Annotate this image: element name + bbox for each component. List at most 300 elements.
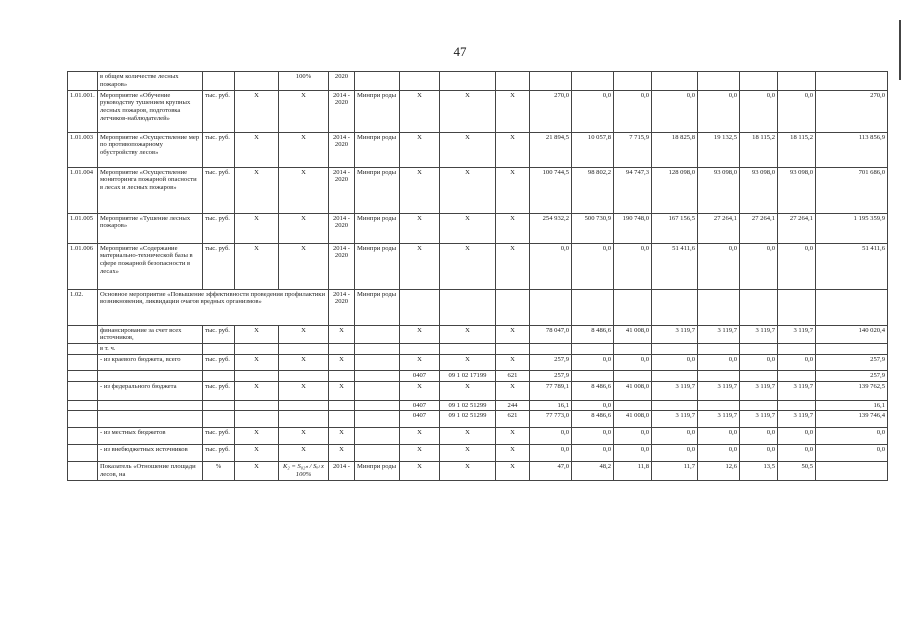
table-cell [530, 289, 572, 325]
table-cell: 3 119,7 [698, 381, 740, 400]
table-cell: 0,0 [572, 400, 614, 411]
table-cell: 0,0 [740, 243, 778, 289]
table-cell: - из краевого бюджета, всего [98, 354, 203, 370]
table-cell: 2014 - 2020 [329, 132, 355, 167]
table-cell [329, 411, 355, 428]
table-cell [355, 445, 400, 462]
table-cell: 0,0 [572, 428, 614, 445]
table-cell: Х [496, 213, 530, 243]
table-cell: 254 932,2 [530, 213, 572, 243]
table-cell: Х [496, 381, 530, 400]
table-cell: 140 020,4 [816, 325, 888, 344]
table-cell: 3 119,7 [778, 381, 816, 400]
table-cell: Х [440, 354, 496, 370]
table-row [68, 411, 888, 428]
table-cell: 0,0 [530, 243, 572, 289]
table-cell [740, 400, 778, 411]
table-cell: 11,7 [652, 462, 698, 481]
table-cell: Х [329, 325, 355, 344]
table-cell: 113 856,9 [816, 132, 888, 167]
table-cell: 12,6 [698, 462, 740, 481]
table-row [68, 445, 888, 462]
table-cell: 11,8 [614, 462, 652, 481]
table-row [68, 400, 888, 411]
table-cell: 500 730,9 [572, 213, 614, 243]
table-row [68, 243, 888, 289]
table-cell [614, 400, 652, 411]
table-cell: 94 747,3 [614, 167, 652, 213]
table-cell: 0,0 [614, 243, 652, 289]
table-cell: 2014 - 2020 [329, 213, 355, 243]
table-cell: 3 119,7 [778, 411, 816, 428]
table-cell [355, 325, 400, 344]
table-cell: 0,0 [614, 428, 652, 445]
table-cell: 1.01.006 [68, 243, 98, 289]
table-cell [698, 400, 740, 411]
table-row [68, 132, 888, 167]
table-cell: 0,0 [530, 428, 572, 445]
table-cell: тыс. руб. [203, 428, 235, 445]
table-cell [440, 344, 496, 355]
table-cell [816, 344, 888, 355]
table-cell: 0,0 [778, 243, 816, 289]
table-cell: 0,0 [572, 243, 614, 289]
table-row [68, 381, 888, 400]
table-cell [778, 370, 816, 381]
table-body [68, 72, 888, 481]
table-cell: 3 119,7 [740, 325, 778, 344]
table-cell: Минпри роды [355, 213, 400, 243]
table-cell [355, 400, 400, 411]
table-cell: Х [496, 462, 530, 481]
table-cell [816, 289, 888, 325]
table-cell: 78 047,0 [530, 325, 572, 344]
table-cell: 257,9 [530, 370, 572, 381]
table-cell [68, 354, 98, 370]
table-cell: Х [440, 428, 496, 445]
table-cell: 2014 - 2020 [329, 289, 355, 325]
table-cell: Х [440, 381, 496, 400]
table-cell: 621 [496, 370, 530, 381]
table-cell: - из местных бюджетов [98, 428, 203, 445]
table-cell [355, 381, 400, 400]
table-cell [203, 400, 235, 411]
table-cell: Х [400, 428, 440, 445]
table-cell: 0,0 [778, 428, 816, 445]
table-cell [235, 72, 279, 91]
table-cell: Минпри роды [355, 167, 400, 213]
table-cell: Мероприятие «Осуществление мер по противопожарному обустройству лесов» [98, 132, 203, 167]
table-cell: 19 132,5 [698, 132, 740, 167]
table-cell: Х [235, 167, 279, 213]
table-row [68, 289, 888, 325]
table-cell: тыс. руб. [203, 354, 235, 370]
table-cell [572, 370, 614, 381]
table-cell: 1.01.005 [68, 213, 98, 243]
table-cell [68, 325, 98, 344]
table-cell: 257,9 [530, 354, 572, 370]
table-cell: Минпри роды [355, 289, 400, 325]
table-cell: Х [235, 445, 279, 462]
table-cell: 0,0 [740, 90, 778, 132]
table-cell: 0,0 [778, 90, 816, 132]
table-cell [740, 370, 778, 381]
table-cell [68, 411, 98, 428]
table-cell [740, 289, 778, 325]
table-cell: Х [235, 354, 279, 370]
table-cell [68, 370, 98, 381]
table-cell: 18 825,8 [652, 132, 698, 167]
table-cell: Х [329, 428, 355, 445]
table-cell: Х [496, 243, 530, 289]
table-cell: Х [329, 381, 355, 400]
table-cell: 2014 - 2020 [329, 167, 355, 213]
table-cell [400, 344, 440, 355]
table-cell: Х [400, 325, 440, 344]
table-cell: 0407 [400, 400, 440, 411]
table-cell: 3 119,7 [778, 325, 816, 344]
table-cell: 100 744,5 [530, 167, 572, 213]
table-cell: Х [235, 243, 279, 289]
table-cell: 0,0 [614, 354, 652, 370]
table-cell: Х [400, 445, 440, 462]
table-cell [698, 289, 740, 325]
table-cell: 0,0 [652, 90, 698, 132]
table-cell [355, 370, 400, 381]
table-cell [355, 354, 400, 370]
table-cell: Х [279, 428, 329, 445]
table-cell: 0,0 [572, 354, 614, 370]
table-cell: 1.01.004 [68, 167, 98, 213]
table-cell [98, 400, 203, 411]
table-cell: 8 486,6 [572, 325, 614, 344]
table-cell: Мероприятие «Тушение лесных пожаров» [98, 213, 203, 243]
table-cell: 0,0 [652, 354, 698, 370]
table-cell: тыс. руб. [203, 167, 235, 213]
table-cell: Х [235, 325, 279, 344]
table-cell: 100% [279, 72, 329, 91]
table-cell: Х [440, 445, 496, 462]
table-cell: Х [496, 445, 530, 462]
table-cell: Х [235, 381, 279, 400]
table-cell: 13,5 [740, 462, 778, 481]
table-cell: Х [235, 428, 279, 445]
table-cell [400, 72, 440, 91]
table-cell [279, 344, 329, 355]
table-cell: 0,0 [740, 354, 778, 370]
table-cell: 3 119,7 [740, 381, 778, 400]
table-cell: 0,0 [698, 428, 740, 445]
table-cell: Мероприятие «Обучение руководству тушением крупных лесных пожаров, подготовка летчиков-наблюдателей» [98, 90, 203, 132]
table-cell: 27 264,1 [778, 213, 816, 243]
table-cell [355, 344, 400, 355]
table-cell [778, 72, 816, 91]
table-cell [68, 381, 98, 400]
table-cell: - из федерального бюджета [98, 381, 203, 400]
table-cell [698, 72, 740, 91]
table-cell: 51 411,6 [816, 243, 888, 289]
table-cell: K₂ = S₀₂ₙ / Sₒₗ x 100% [279, 462, 329, 481]
scan-edge-line [899, 20, 901, 80]
table-cell [496, 289, 530, 325]
table-cell: 190 748,0 [614, 213, 652, 243]
table-cell [329, 400, 355, 411]
table-cell: 51 411,6 [652, 243, 698, 289]
table-cell [496, 72, 530, 91]
table-cell [68, 72, 98, 91]
table-cell: Минпри роды [355, 132, 400, 167]
table-cell [698, 370, 740, 381]
table-cell: 3 119,7 [652, 325, 698, 344]
table-cell: Х [235, 132, 279, 167]
table-cell [614, 72, 652, 91]
table-cell [698, 344, 740, 355]
program-funding-table [67, 71, 888, 481]
table-cell: 3 119,7 [652, 411, 698, 428]
table-cell: 0,0 [698, 445, 740, 462]
table-cell [652, 289, 698, 325]
table-cell: 244 [496, 400, 530, 411]
table-cell: Х [496, 325, 530, 344]
table-cell [652, 400, 698, 411]
table-cell: 0,0 [740, 428, 778, 445]
table-cell: Х [400, 132, 440, 167]
table-row [68, 370, 888, 381]
table-cell: 8 486,6 [572, 411, 614, 428]
table-cell: 701 686,0 [816, 167, 888, 213]
table-cell: 1.01.001. [68, 90, 98, 132]
table-cell: 0407 [400, 370, 440, 381]
table-cell [203, 344, 235, 355]
table-cell: Х [400, 167, 440, 213]
table-cell [652, 72, 698, 91]
table-cell [816, 462, 888, 481]
table-cell: 139 762,5 [816, 381, 888, 400]
table-cell [652, 370, 698, 381]
table-row [68, 428, 888, 445]
table-cell: Показатель «Отношение площади лесов, на [98, 462, 203, 481]
table-cell: 2014 - 2020 [329, 90, 355, 132]
table-row [68, 90, 888, 132]
table-cell [355, 72, 400, 91]
table-cell [778, 344, 816, 355]
table-cell: % [203, 462, 235, 481]
table-cell: Х [235, 462, 279, 481]
table-cell: 0,0 [614, 445, 652, 462]
table-cell: финансирование за счет всех источников, [98, 325, 203, 344]
table-cell: Х [400, 354, 440, 370]
table-cell: Х [279, 132, 329, 167]
table-cell: 18 115,2 [778, 132, 816, 167]
table-cell: - из внебюджетных источников [98, 445, 203, 462]
table-cell: Х [279, 167, 329, 213]
table-cell: Х [279, 325, 329, 344]
table-cell: Х [440, 132, 496, 167]
table-cell: Х [279, 381, 329, 400]
table-cell: Х [400, 381, 440, 400]
table-cell: 47,0 [530, 462, 572, 481]
table-cell: в общем количестве лесных пожаров» [98, 72, 203, 91]
table-cell: Х [440, 167, 496, 213]
table-cell: Основное мероприятие «Повышение эффективности проведения профилактики возникновения, ликвидации очагов вредных организмов» [98, 289, 329, 325]
table-cell: Х [235, 213, 279, 243]
table-cell: 621 [496, 411, 530, 428]
table-cell: 0,0 [652, 428, 698, 445]
table-cell: 2014 - [329, 462, 355, 481]
table-cell [68, 428, 98, 445]
table-cell: 3 119,7 [652, 381, 698, 400]
table-cell: 0,0 [816, 428, 888, 445]
table-cell [235, 344, 279, 355]
table-cell [279, 411, 329, 428]
table-cell [203, 370, 235, 381]
table-cell: 93 098,0 [778, 167, 816, 213]
table-cell: 0,0 [652, 445, 698, 462]
table-cell: 27 264,1 [698, 213, 740, 243]
table-cell: 48,2 [572, 462, 614, 481]
table-cell: 257,9 [816, 370, 888, 381]
table-cell [68, 445, 98, 462]
table-cell: Х [400, 90, 440, 132]
table-cell: Х [496, 354, 530, 370]
table-row [68, 213, 888, 243]
table-cell: Х [440, 243, 496, 289]
table-cell: 50,5 [778, 462, 816, 481]
table-cell: 3 119,7 [740, 411, 778, 428]
table-cell: Минпри роды [355, 462, 400, 481]
table-cell: в т. ч. [98, 344, 203, 355]
table-cell: 270,0 [816, 90, 888, 132]
table-cell: 0,0 [572, 445, 614, 462]
table-cell: Минпри роды [355, 90, 400, 132]
table-row [68, 325, 888, 344]
table-cell: 10 057,8 [572, 132, 614, 167]
table-cell [68, 462, 98, 481]
table-cell: Х [440, 462, 496, 481]
table-cell: Мероприятие «Осуществление мониторинга пожарной опасности в лесах и лесных пожаров» [98, 167, 203, 213]
table-cell: 167 156,5 [652, 213, 698, 243]
table-cell: Х [279, 213, 329, 243]
table-cell: 41 008,0 [614, 411, 652, 428]
table-cell [530, 72, 572, 91]
table-cell: 1 195 359,9 [816, 213, 888, 243]
table-cell: Минпри роды [355, 243, 400, 289]
table-cell [652, 344, 698, 355]
table-cell: 0,0 [698, 354, 740, 370]
table-cell: 16,1 [530, 400, 572, 411]
table-cell: 270,0 [530, 90, 572, 132]
table-cell [203, 411, 235, 428]
table-cell [203, 72, 235, 91]
table-cell: 3 119,7 [698, 325, 740, 344]
table-cell: 21 894,5 [530, 132, 572, 167]
table-cell [329, 344, 355, 355]
table-cell: 41 008,0 [614, 325, 652, 344]
table-cell [816, 72, 888, 91]
table-cell: Х [235, 90, 279, 132]
table-cell [440, 72, 496, 91]
table-cell: 7 715,9 [614, 132, 652, 167]
table-cell [614, 344, 652, 355]
table-cell: 1.01.003 [68, 132, 98, 167]
table-cell: 0,0 [530, 445, 572, 462]
table-cell: тыс. руб. [203, 213, 235, 243]
table-cell: 0,0 [816, 445, 888, 462]
table-cell [572, 344, 614, 355]
table-cell: 3 119,7 [698, 411, 740, 428]
table-cell: 93 098,0 [698, 167, 740, 213]
table-cell: 0,0 [614, 90, 652, 132]
table-cell: Х [496, 428, 530, 445]
table-cell: тыс. руб. [203, 381, 235, 400]
table-cell: 0,0 [698, 243, 740, 289]
table-cell [279, 370, 329, 381]
table-cell: 0,0 [740, 445, 778, 462]
table-cell [279, 400, 329, 411]
table-cell: Х [329, 354, 355, 370]
table-cell: тыс. руб. [203, 243, 235, 289]
table-row [68, 72, 888, 91]
table-cell: 0407 [400, 411, 440, 428]
table-cell: Х [279, 90, 329, 132]
table-row [68, 344, 888, 355]
table-cell: 139 746,4 [816, 411, 888, 428]
table-cell [572, 289, 614, 325]
table-cell: Х [496, 90, 530, 132]
table-cell [614, 370, 652, 381]
table-cell: Х [279, 243, 329, 289]
table-cell [572, 72, 614, 91]
page-number: 47 [453, 44, 467, 59]
table-row [68, 167, 888, 213]
table-cell: Х [440, 90, 496, 132]
table-cell: 09 1 02 17199 [440, 370, 496, 381]
table-cell: Х [496, 167, 530, 213]
table-cell: 0,0 [778, 445, 816, 462]
table-cell [530, 344, 572, 355]
table-cell: 93 098,0 [740, 167, 778, 213]
table-cell: 0,0 [572, 90, 614, 132]
table-cell: Х [329, 445, 355, 462]
table-cell [235, 370, 279, 381]
table-cell [68, 344, 98, 355]
table-cell: тыс. руб. [203, 325, 235, 344]
table-cell: 0,0 [698, 90, 740, 132]
table-cell: Х [400, 213, 440, 243]
table-cell: тыс. руб. [203, 445, 235, 462]
table-cell: 2014 - 2020 [329, 243, 355, 289]
table-cell: 41 008,0 [614, 381, 652, 400]
table-cell [614, 289, 652, 325]
table-cell: 1.02. [68, 289, 98, 325]
table-cell [400, 289, 440, 325]
table-cell [778, 400, 816, 411]
table-cell [98, 370, 203, 381]
table-cell [355, 428, 400, 445]
table-cell: 09 1 02 51299 [440, 411, 496, 428]
table-cell [740, 72, 778, 91]
table-cell [778, 289, 816, 325]
table-cell: тыс. руб. [203, 90, 235, 132]
table-cell: Х [279, 445, 329, 462]
table-cell: 09 1 02 51299 [440, 400, 496, 411]
table-cell: 8 486,6 [572, 381, 614, 400]
table-cell: Х [440, 213, 496, 243]
table-cell [235, 411, 279, 428]
table-cell: 77 773,0 [530, 411, 572, 428]
table-cell [98, 411, 203, 428]
table-cell: 77 789,1 [530, 381, 572, 400]
